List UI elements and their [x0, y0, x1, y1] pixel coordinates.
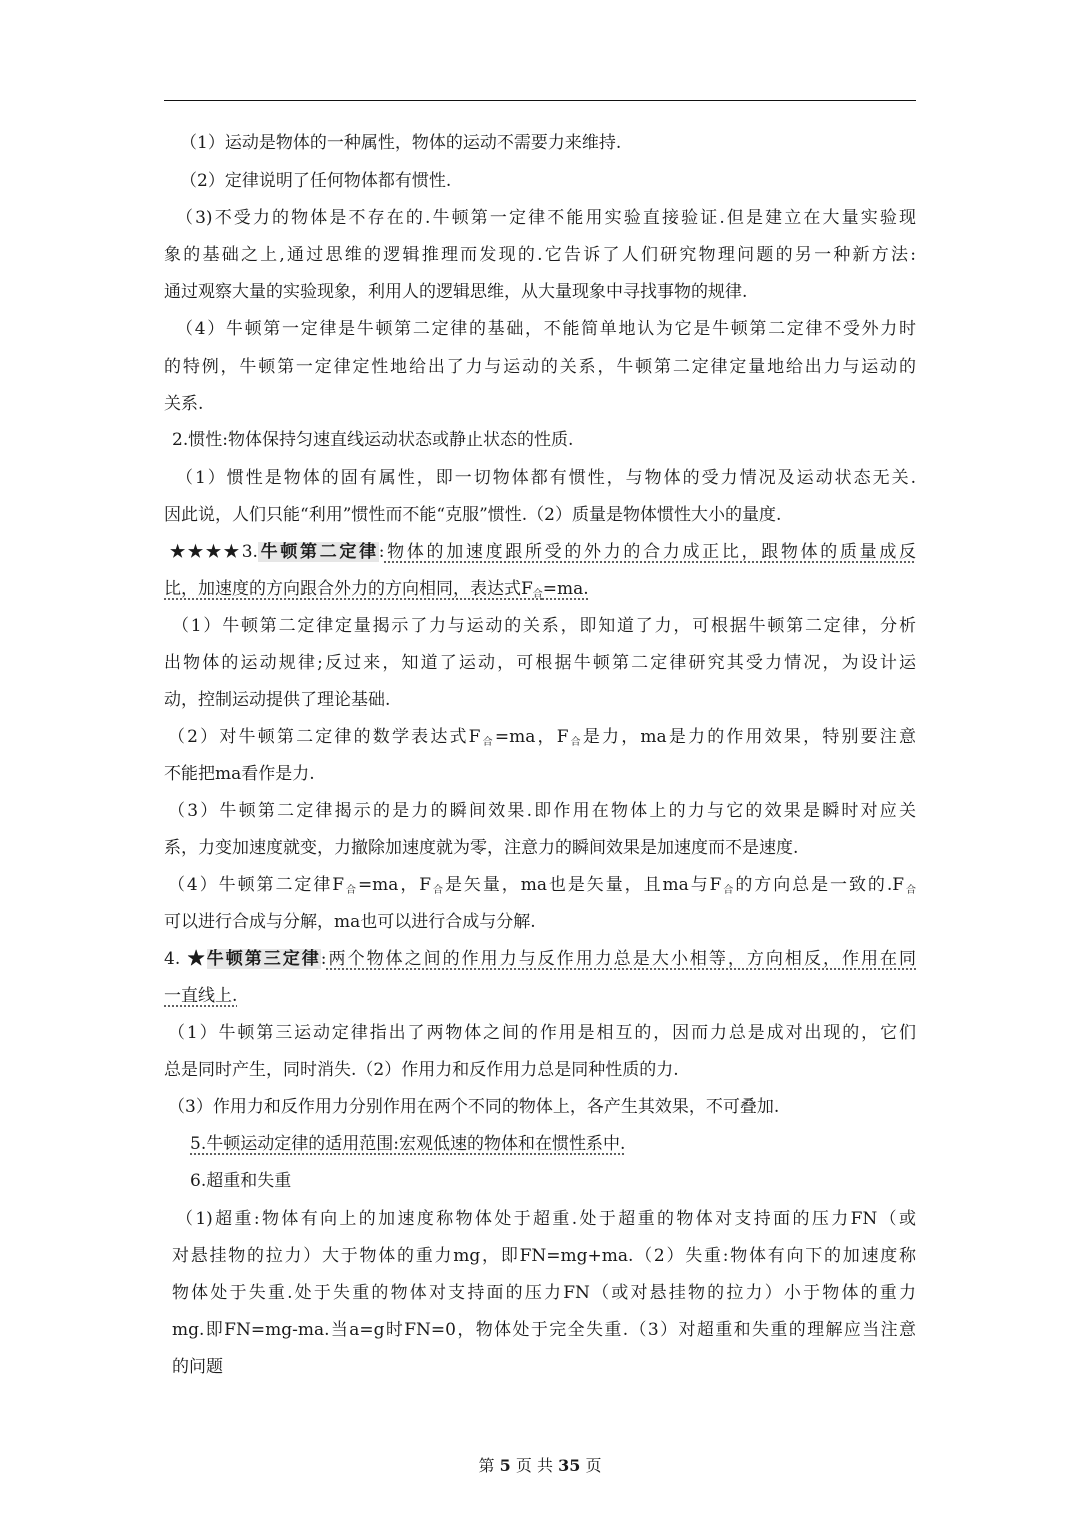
- law-2-heading: ★★★★3.牛顿第二定律:物体的加速度跟所受的外力的合力成正比，跟物体的质量成反: [170, 542, 916, 562]
- text-line: （3)不受力的物体是不存在的.牛顿第一定律不能用实验直接验证.但是建立在大量实验现: [176, 208, 916, 228]
- law-3-heading: 4. ★牛顿第三定律:两个物体之间的作用力与反作用力总是大小相等，方向相反，作用在同: [164, 949, 916, 969]
- page-number: 5: [499, 1456, 511, 1475]
- text-line: （4）牛顿第一定律是牛顿第二定律的基础，不能简单地认为它是牛顿第二定律不受外力时: [176, 319, 916, 339]
- term-newton-third-law: 牛顿第三定律: [206, 949, 321, 969]
- text-line: （1）惯性是物体的固有属性，即一切物体都有惯性，与物体的受力情况及运动状态无关.: [176, 468, 916, 488]
- text-line: 关系.: [164, 394, 204, 414]
- text-line: （3）牛顿第二定律揭示的是力的瞬间效果.即作用在物体上的力与它的效果是瞬时对应关: [168, 801, 916, 821]
- term-newton-second-law: 牛顿第二定律: [257, 542, 379, 562]
- star-rating: ★: [187, 949, 207, 969]
- text-line: 5.牛顿运动定律的适用范围:宏观低速的物体和在惯性系中.: [190, 1134, 626, 1154]
- text-line: （1）运动是物体的一种属性，物体的运动不需要力来维持.: [180, 133, 622, 153]
- text-line: 因此说，人们只能“利用”惯性而不能“克服”惯性.（2）质量是物体惯性大小的量度.: [164, 505, 782, 525]
- page-footer: 第 5 页 共 35 页: [478, 1456, 602, 1475]
- text-line: （3）作用力和反作用力分别作用在两个不同的物体上，各产生其效果，不可叠加.: [168, 1097, 780, 1117]
- text-line: （2）对牛顿第二定律的数学表达式$F_合=ma$，$F_合$是力，ma是力的作用效果，特别要注意: [168, 727, 916, 748]
- text-line: 2.惯性:物体保持匀速直线运动状态或静止状态的性质.: [172, 430, 574, 450]
- text-line: mg.即FN=mg-ma.当a=g时FN=0，物体处于完全失重.（3）对超重和失重的理解应当注意: [172, 1320, 916, 1340]
- text-line: 一直线上.: [164, 986, 238, 1006]
- text-line: 6.超重和失重: [190, 1171, 292, 1191]
- text-line: 系，力变加速度就变，力撤除加速度就为零，注意力的瞬间效果是加速度而不是速度.: [164, 838, 799, 858]
- header-rule: [164, 100, 916, 101]
- text-line: 总是同时产生，同时消失.（2）作用力和反作用力总是同种性质的力.: [164, 1060, 679, 1080]
- text-line: 出物体的运动规律;反过来，知道了运动，可根据牛顿第二定律研究其受力情况，为设计运: [164, 653, 916, 673]
- text-line: （4）牛顿第二定律$F_合=ma$，$F_合$是矢量，ma也是矢量，且ma与$F_合$的方向总是一致的$.F_合$: [168, 875, 916, 896]
- text-line: 物体处于失重.处于失重的物体对支持面的压力FN（或对悬挂物的拉力）小于物体的重力: [172, 1283, 916, 1303]
- text-line: 象的基础之上,通过思维的逻辑推理而发现的.它告诉了人们研究物理问题的另一种新方法:: [164, 245, 916, 265]
- text-line: 动，控制运动提供了理论基础.: [164, 690, 391, 710]
- text-line: （1）牛顿第三运动定律指出了两物体之间的作用是相互的，因而力总是成对出现的，它们: [168, 1023, 916, 1043]
- page-total: 35: [558, 1456, 581, 1475]
- text-line: 的特例，牛顿第一定律定性地给出了力与运动的关系，牛顿第二定律定量地给出力与运动的: [164, 357, 916, 377]
- text-line: （1）牛顿第二定律定量揭示了力与运动的关系，即知道了力，可根据牛顿第二定律，分析: [172, 616, 916, 636]
- text-line: 比，加速度的方向跟合外力的方向相同，表达式$F_合=ma$.: [164, 579, 589, 600]
- text-line: （1)超重:物体有向上的加速度称物体处于超重.处于超重的物体对支持面的压力FN（或: [176, 1209, 916, 1229]
- star-rating: ★★★★: [170, 542, 242, 562]
- text-line: 对悬挂物的拉力）大于物体的重力mg，即FN=mg+ma.（2）失重:物体有向下的加速度称: [172, 1246, 916, 1266]
- text-line: 可以进行合成与分解，ma也可以进行合成与分解.: [164, 912, 536, 932]
- text-line: （2）定律说明了任何物体都有惯性.: [180, 171, 452, 191]
- text-line: 不能把ma看作是力.: [164, 764, 315, 784]
- text-line: 通过观察大量的实验现象，利用人的逻辑思维，从大量现象中寻找事物的规律.: [164, 282, 748, 302]
- text-line: 的问题: [172, 1357, 223, 1377]
